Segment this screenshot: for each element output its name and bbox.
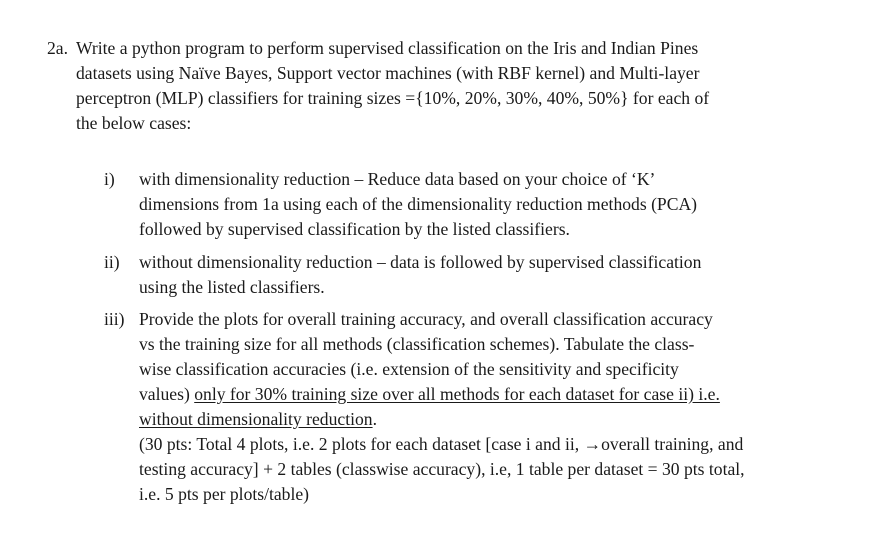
- question-line: datasets using Naïve Bayes, Support vector machines (with RBF kernel) and Multi-layer: [76, 63, 700, 83]
- item-number: i): [104, 169, 115, 189]
- list-item: [139, 167, 859, 242]
- note-line: (30 pts: Total 4 plots, i.e. 2 plots for each dataset [case i and ii, →overall training, and: [139, 434, 744, 454]
- item-text: values): [139, 384, 195, 404]
- question-line: Write a python program to perform supervised classification on the Iris and Indian Pines: [76, 38, 699, 58]
- underlined-text: only for 30% training size over all methods for each dataset for case ii) i.e.: [194, 384, 720, 404]
- item-number: ii): [104, 252, 120, 272]
- list-item: [139, 307, 859, 507]
- item-line: dimensions from 1a using each of the dimensionality reduction methods (PCA): [139, 194, 698, 214]
- question-number: 2a.: [47, 38, 69, 58]
- question-line: the below cases:: [76, 113, 192, 133]
- item-text: .: [372, 409, 377, 429]
- item-number: iii): [104, 309, 125, 329]
- item-line: [139, 407, 859, 432]
- note-line: i.e. 5 pts per plots/table): [139, 484, 310, 504]
- item-line: vs the training size for all methods (classification schemes). Tabulate the class-: [139, 334, 695, 354]
- question-text: [76, 36, 866, 136]
- item-line: with dimensionality reduction – Reduce data based on your choice of ‘K’: [139, 169, 656, 189]
- question-line: perceptron (MLP) classifiers for training sizes ={10%, 20%, 30%, 40%, 50%} for each of: [76, 88, 710, 108]
- note-line: testing accuracy] + 2 tables (classwise accuracy), i.e, 1 table per dataset = 30 pts total,: [139, 459, 745, 479]
- item-line: followed by supervised classification by the listed classifiers.: [139, 219, 570, 239]
- underlined-text: without dimensionality reduction: [139, 409, 373, 429]
- item-line: using the listed classifiers.: [139, 277, 325, 297]
- item-line: wise classification accuracies (i.e. extension of the sensitivity and specificity: [139, 359, 679, 379]
- item-line: Provide the plots for overall training accuracy, and overall classification accuracy: [139, 309, 713, 329]
- points-note: [139, 432, 859, 507]
- item-line: without dimensionality reduction – data is followed by supervised classification: [139, 252, 702, 272]
- item-line: [139, 382, 859, 407]
- list-item: [139, 250, 859, 300]
